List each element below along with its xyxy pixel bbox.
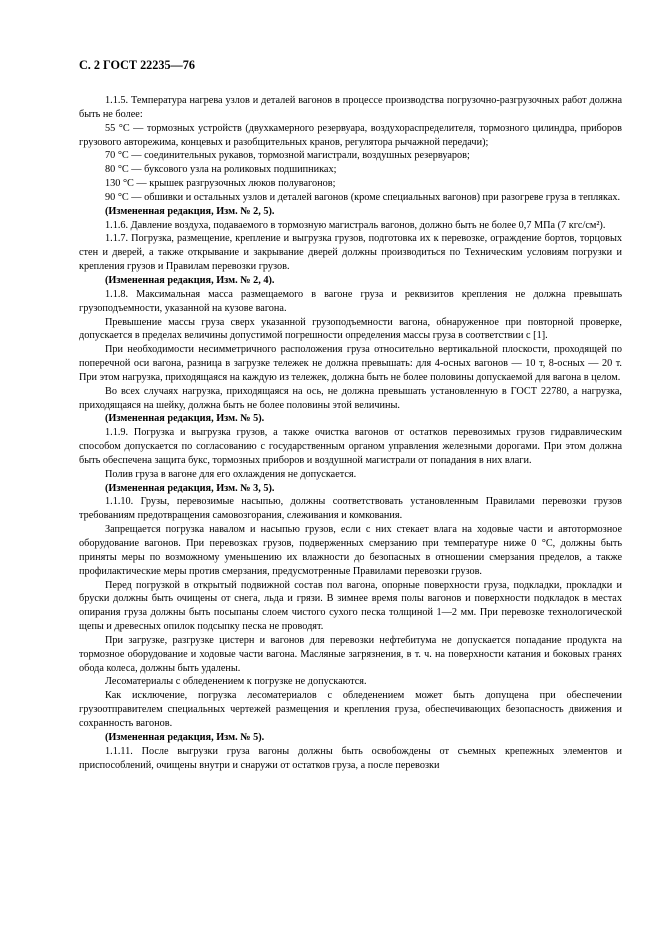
document-body bbox=[79, 94, 622, 772]
paragraph-temp-80: 80 °С — буксового узла на роликовых подшипниках; bbox=[105, 164, 337, 176]
paragraph-iced-timber: Лесоматериалы с обледенением к погрузке не допускаются. bbox=[105, 676, 367, 688]
paragraph-1-1-7: 1.1.7. Погрузка, размещение, крепление и выгрузка грузов, подготовка их к перевозке, ограждение бортов, торцовых стен и дверей, а также открывание и закрывание дверей должны производиться по Техническим условиям погрузки и крепления грузов и Правилам перевозки грузов. bbox=[79, 233, 622, 273]
page-header: С. 2 ГОСТ 22235—76 bbox=[79, 58, 195, 72]
paragraph-bulk-loading: Запрещается погрузка навалом и насыпью грузов, если с них стекает влага на ходовые части и автотормозное оборудование вагонов. При перевозках грузов, подверженных смерзанию при температуре ниже 0 °С, должны быть приняты меры по возможному уменьшению их влажности до безопасных в отношении смерзания пределов, а также профилактические меры против смерзания, предусмотренные Правилами перевозки грузов. bbox=[79, 524, 622, 577]
paragraph-temp-90: 90 °С — обшивки и остальных узлов и деталей вагонов (кроме специальных вагонов) при разогреве груза в тепляках. bbox=[105, 191, 621, 203]
paragraph-1-1-5: 1.1.5. Температура нагрева узлов и деталей вагонов в процессе производства погрузочно-разгрузочных работ должна быть не более: bbox=[79, 95, 622, 120]
paragraph-temp-55: 55 °С — тормозных устройств (двухкамерного резервуара, воздухораспределителя, тормозного цилиндра, приборов грузового авторежима, концевых и разобщительных кранов, регулятора рычажной передачи); bbox=[79, 122, 622, 148]
paragraph-timber-exception: Как исключение, погрузка лесоматериалов с обледенением может быть допущена при обеспечении грузоотправителем специальных чертежей размещения и крепления груза, обеспечивающих безопасность движения и сохранность вагонов. bbox=[79, 690, 622, 729]
paragraph-1-1-10: 1.1.10. Грузы, перевозимые насыпью, должны соответствовать установленным Правилами перевозки грузов требованиям предотвращения самовозгорания, слеживания и комкования. bbox=[79, 496, 622, 522]
amendment-note: (Измененная редакция, Изм. № 2, 4). bbox=[105, 274, 275, 286]
amendment-note: (Измененная редакция, Изм. № 2, 5). bbox=[105, 205, 275, 217]
paragraph-1-1-11: 1.1.11. После выгрузки груза вагоны должны быть освобождены от съемных крепежных элементов и приспособлений, очищены внутри и снаружи от остатков груза, а после перевозки bbox=[79, 745, 622, 771]
amendment-note: (Измененная редакция, Изм. № 5). bbox=[105, 413, 265, 425]
paragraph-1-1-9: 1.1.9. Погрузка и выгрузка грузов, а также очистка вагонов от остатков перевозимых грузов гидравлическим способом допускается по согласованию с государственным органом управления железными дорогами. При этом должна быть обеспечена защита букс, тормозных приборов и воздушной магистрали от попадания в них влаги. bbox=[79, 427, 622, 466]
amendment-note: (Измененная редакция, Изм. № 5). bbox=[105, 731, 265, 743]
paragraph-no-watering: Полив груза в вагоне для его охлаждения не допускается. bbox=[105, 468, 357, 480]
paragraph-asymmetric-load: При необходимости несимметричного расположения груза относительно вертикальной плоскости, проходящей по поперечной оси вагона, разница в загрузке тележек не должна превышать: для 4-осных вагонов — 10 т, 8-осных — 20 т. При этом нагрузка, приходящаяся на каждую из тележек, должна быть не более половины допускаемой для вагона в целом. bbox=[79, 344, 622, 383]
paragraph-temp-130: 130 °С — крышек разгрузочных люков полувагонов; bbox=[105, 178, 336, 190]
paragraph-bitumen: При загрузке, разгрузке цистерн и вагонов для перевозки нефтебитума не допускается попадание продукта на тормозное оборудование и ходовые части вагона. Масляные загрязнения, в т. ч. на поверхности катания и боковых гранях обода колеса, должны быть удалены. bbox=[79, 634, 622, 674]
paragraph-open-wagon-cleaning: Перед погрузкой в открытый подвижной состав пол вагона, опорные поверхности груза, подкладки, прокладки и бруски должны быть очищены от снега, льда и грязи. В зимнее время полы вагонов и поверхности подкладок в местах опирания груза должны быть посыпаны слоем чистого сухого песка толщиной 1—2 мм. При перевозке технологической щепы и древесных опилок подсыпку песка не проводят. bbox=[79, 579, 622, 633]
paragraph-temp-70: 70 °С — соединительных рукавов, тормозной магистрали, воздушных резервуаров; bbox=[105, 150, 470, 162]
paragraph-overload: Превышение массы груза сверх указанной грузоподъемности вагона, обнаруженное при повторной проверке, допускается в пределах величины допустимой погрешности определения массы груза в соответствии с [1]. bbox=[79, 316, 622, 342]
paragraph-axle-load: Во всех случаях нагрузка, приходящаяся на ось, не должна превышать установленную в ГОСТ 22780, а нагрузка, приходящаяся на шейку, должна быть не более половины этой величины. bbox=[79, 385, 622, 411]
paragraph-1-1-6: 1.1.6. Давление воздуха, подаваемого в тормозную магистраль вагонов, должно быть не более 0,7 МПа (7 кгс/см²). bbox=[105, 219, 606, 231]
paragraph-1-1-8: 1.1.8. Максимальная масса размещаемого в вагоне груза и реквизитов крепления не должна превышать грузоподъемности, указанной на кузове вагона. bbox=[79, 288, 622, 314]
amendment-note: (Измененная редакция, Изм. № 3, 5). bbox=[105, 482, 275, 494]
